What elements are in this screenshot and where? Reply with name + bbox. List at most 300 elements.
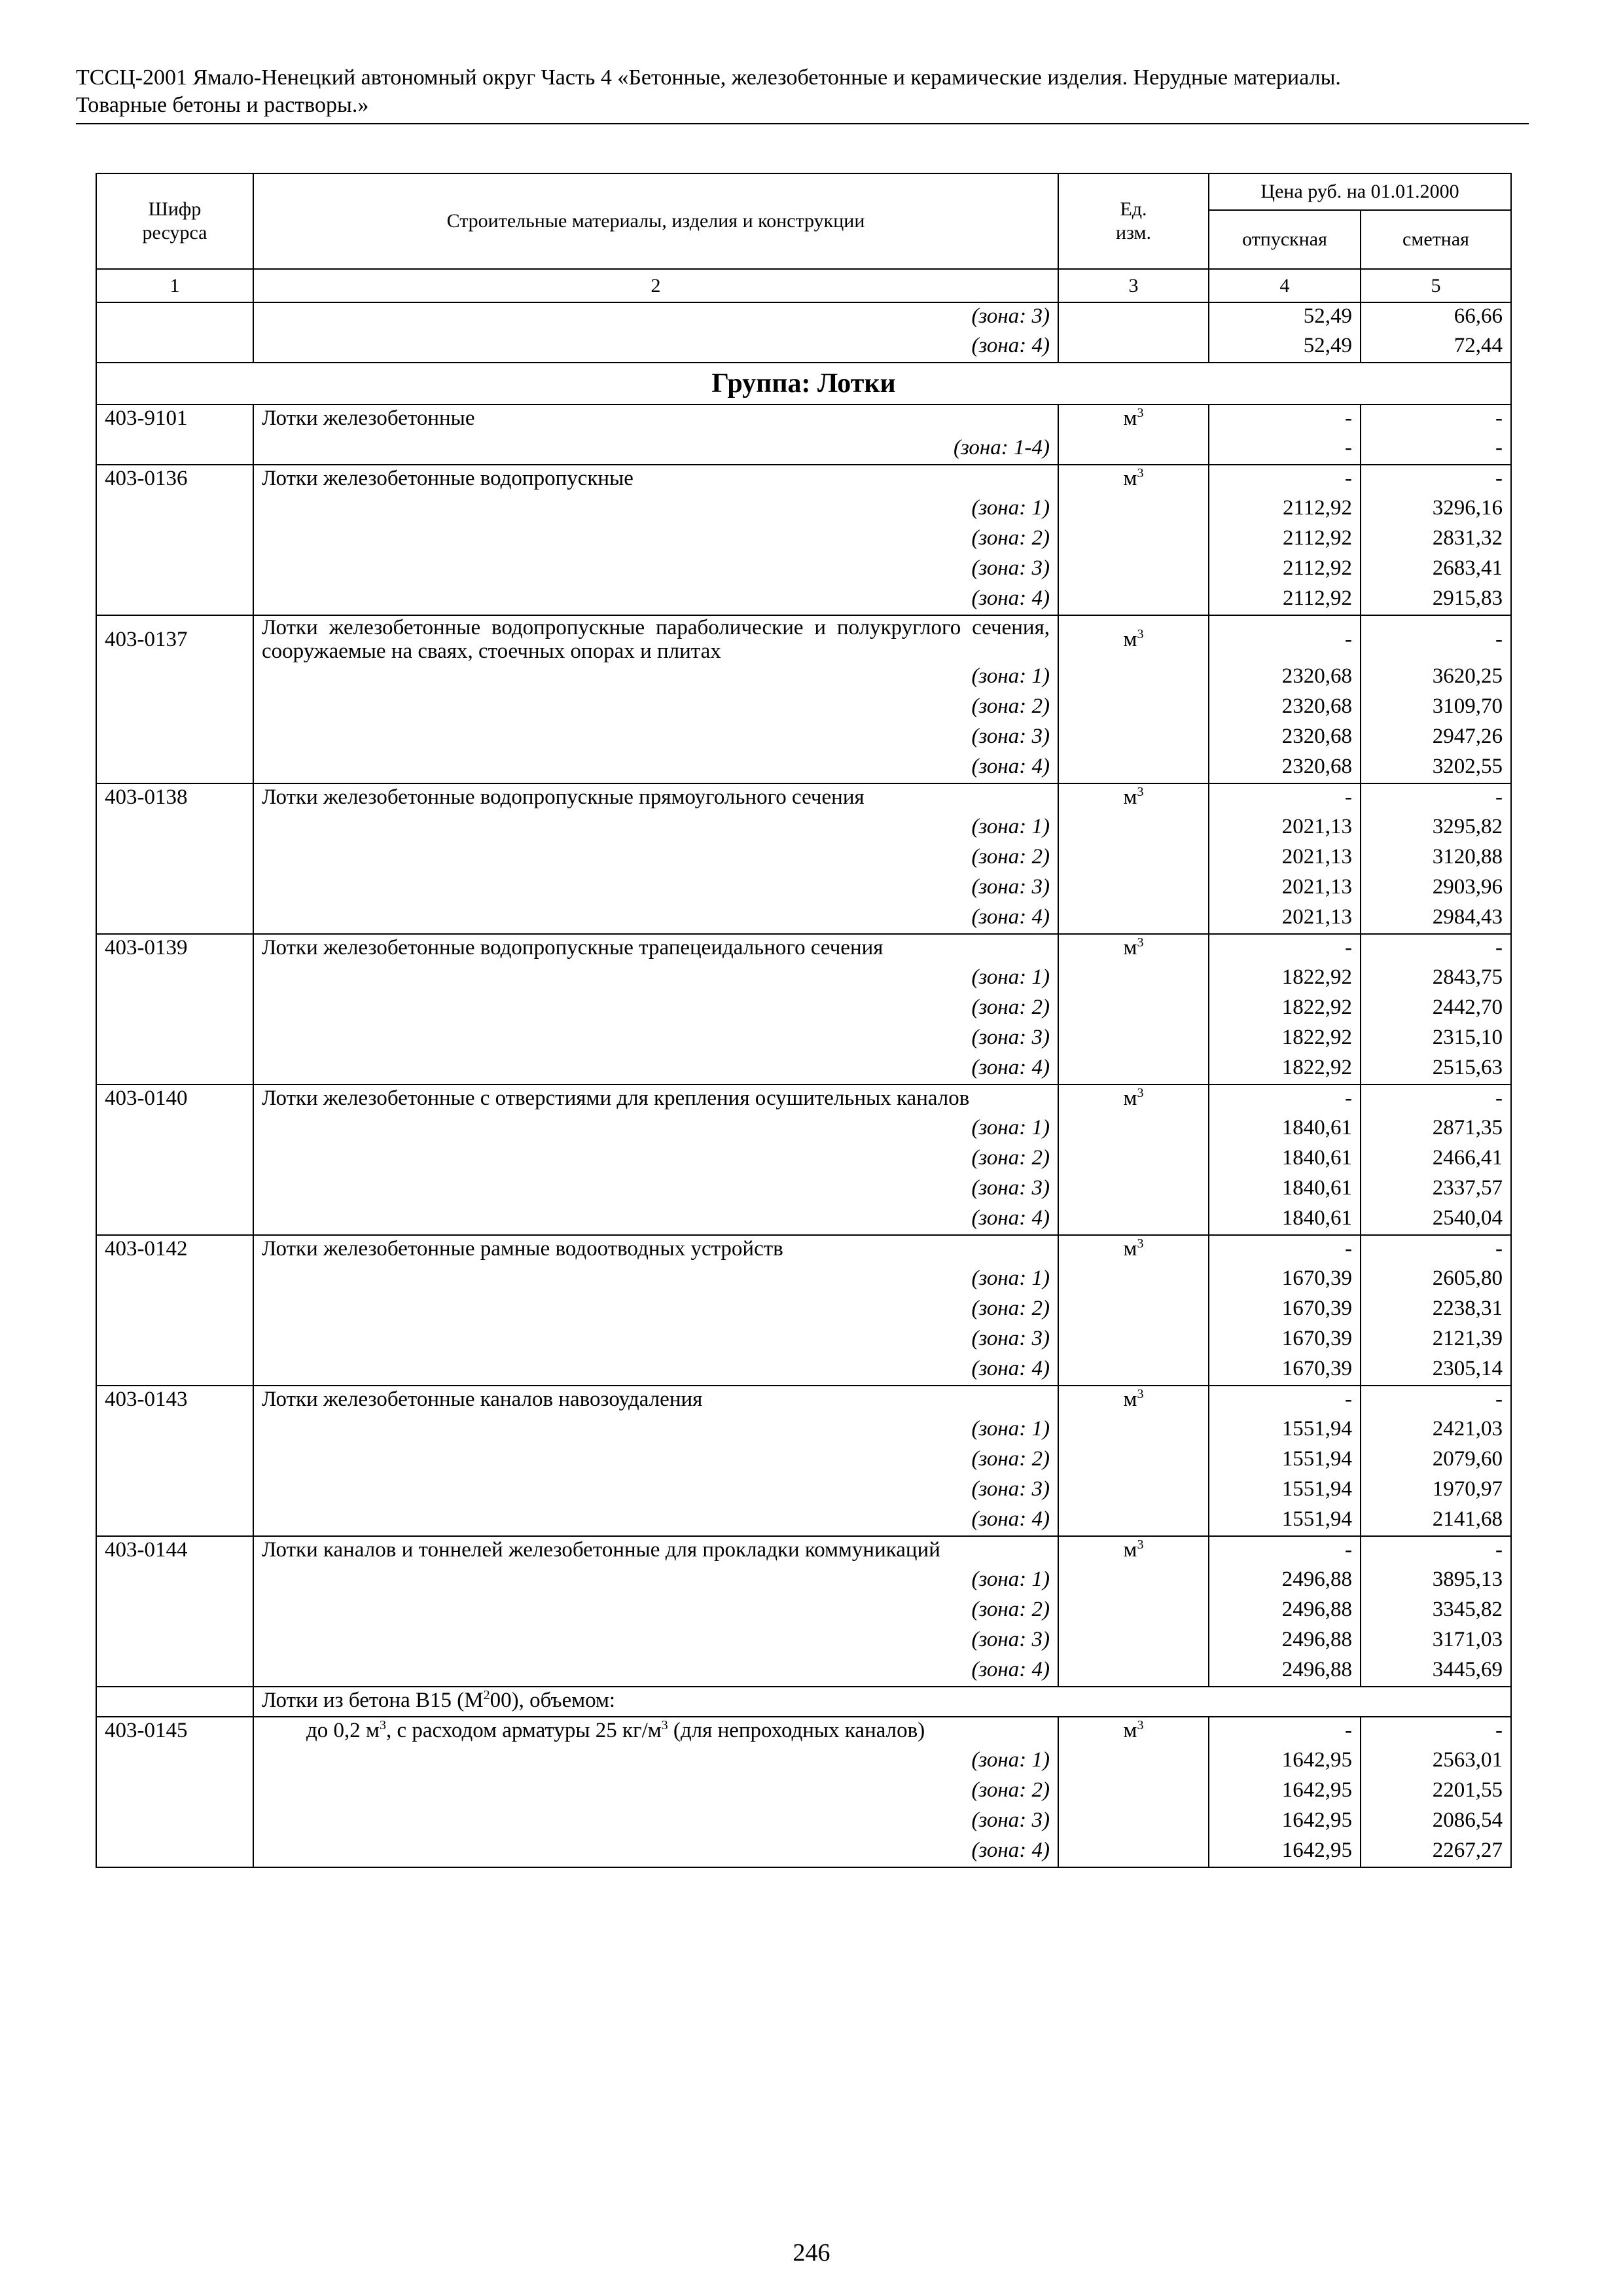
item-row	[96, 1085, 1511, 1115]
estimate-price: 2831,32	[1361, 525, 1511, 555]
unit-superscript: 3	[1137, 1086, 1144, 1100]
release-price: 2021,13	[1209, 844, 1361, 874]
zone-row	[96, 1446, 1511, 1476]
estimate-price: 3120,88	[1361, 844, 1511, 874]
material-name-sup: 3	[379, 1718, 386, 1732]
release-price: 2021,13	[1209, 814, 1361, 844]
code-cell	[96, 1566, 253, 1596]
unit-cell	[1058, 1446, 1209, 1476]
material-name: Лотки железобетонные водопропускные	[253, 465, 1058, 495]
unit-cell	[1058, 874, 1209, 904]
estimate-price: 2238,31	[1361, 1295, 1511, 1325]
unit-cell	[1058, 1265, 1209, 1295]
zone-label: (зона: 1)	[253, 1747, 1058, 1777]
release-price: -	[1209, 1717, 1361, 1747]
estimate-price: -	[1361, 465, 1511, 495]
zone-row	[96, 1416, 1511, 1446]
zone-label: (зона: 3)	[253, 723, 1058, 753]
zone-row	[96, 1777, 1511, 1807]
release-price: 2496,88	[1209, 1566, 1361, 1596]
zone-label: (зона: 3)	[253, 1476, 1058, 1506]
unit-cell	[1058, 693, 1209, 723]
code-cell	[96, 1446, 253, 1476]
release-price: 1642,95	[1209, 1747, 1361, 1777]
estimate-price: 2515,63	[1361, 1054, 1511, 1085]
col-header-estimate: сметная	[1361, 210, 1511, 269]
zone-label: (зона: 2)	[253, 1596, 1058, 1626]
zone-row	[96, 904, 1511, 934]
zone-label: (зона: 4)	[253, 753, 1058, 783]
zone-row	[96, 1506, 1511, 1536]
unit-cell	[1058, 1235, 1209, 1265]
release-price: 1840,61	[1209, 1205, 1361, 1235]
estimate-price: 2843,75	[1361, 964, 1511, 994]
col-header-price-group: Цена руб. на 01.01.2000	[1209, 173, 1511, 210]
resource-code: 403-0137	[96, 615, 253, 663]
zone-label: (зона: 4)	[253, 1657, 1058, 1687]
unit-superscript: 3	[1137, 1236, 1144, 1251]
unit-cell	[1058, 332, 1209, 363]
release-price: 2320,68	[1209, 753, 1361, 783]
unit-cell	[1058, 1747, 1209, 1777]
unit-cell	[1058, 1416, 1209, 1446]
zone-label: (зона: 3)	[253, 302, 1058, 332]
estimate-price: 72,44	[1361, 332, 1511, 363]
item-row	[96, 1235, 1511, 1265]
zone-label: (зона: 1-4)	[253, 435, 1058, 465]
zone-label: (зона: 4)	[253, 1837, 1058, 1867]
item-row	[96, 465, 1511, 495]
release-price: -	[1209, 934, 1361, 964]
zone-row	[96, 1054, 1511, 1085]
col-header-name: Строительные материалы, изделия и конструкции	[253, 173, 1058, 269]
estimate-price: -	[1361, 1536, 1511, 1566]
code-cell	[96, 1807, 253, 1837]
unit-cell	[1058, 1717, 1209, 1747]
zone-row	[96, 435, 1511, 465]
resource-code: 403-0142	[96, 1235, 253, 1265]
code-cell	[96, 585, 253, 615]
unit-superscript: 3	[1137, 1718, 1144, 1732]
unit-cell	[1058, 1566, 1209, 1596]
zone-row	[96, 495, 1511, 525]
release-price: 2320,68	[1209, 693, 1361, 723]
code-cell	[96, 1626, 253, 1657]
zone-row	[96, 753, 1511, 783]
unit-base: м	[1123, 1237, 1137, 1261]
code-cell	[96, 525, 253, 555]
code-cell	[96, 1054, 253, 1085]
unit-cell	[1058, 1145, 1209, 1175]
zone-row	[96, 1295, 1511, 1325]
unit-cell	[1058, 615, 1209, 663]
unit-cell	[1058, 663, 1209, 693]
column-number: 3	[1058, 269, 1209, 302]
zone-label: (зона: 4)	[253, 1054, 1058, 1085]
unit-superscript: 3	[1137, 1387, 1144, 1401]
release-price: -	[1209, 1536, 1361, 1566]
unit-cell	[1058, 1536, 1209, 1566]
group-title-row	[96, 363, 1511, 404]
unit-cell	[1058, 783, 1209, 814]
zone-row	[96, 964, 1511, 994]
zone-row	[96, 302, 1511, 332]
code-cell	[96, 814, 253, 844]
unit-cell	[1058, 1325, 1209, 1355]
material-name: Лотки железобетонные с отверстиями для крепления осушительных каналов	[253, 1085, 1058, 1115]
column-number: 5	[1361, 269, 1511, 302]
resource-code: 403-0140	[96, 1085, 253, 1115]
zone-row	[96, 1175, 1511, 1205]
zone-row	[96, 332, 1511, 363]
header-line-2: Товарные бетоны и растворы.»	[76, 93, 369, 117]
unit-cell	[1058, 964, 1209, 994]
estimate-price: 2141,68	[1361, 1506, 1511, 1536]
estimate-price: -	[1361, 404, 1511, 435]
zone-row	[96, 844, 1511, 874]
zone-label: (зона: 4)	[253, 904, 1058, 934]
code-cell	[96, 994, 253, 1024]
estimate-price: 3445,69	[1361, 1657, 1511, 1687]
estimate-price: 2337,57	[1361, 1175, 1511, 1205]
code-cell	[96, 1295, 253, 1325]
zone-row	[96, 814, 1511, 844]
zone-label: (зона: 1)	[253, 1115, 1058, 1145]
unit-cell	[1058, 1205, 1209, 1235]
resource-code: 403-0138	[96, 783, 253, 814]
release-price: -	[1209, 1235, 1361, 1265]
resource-code: 403-0145	[96, 1717, 253, 1747]
item-row	[96, 934, 1511, 964]
zone-label: (зона: 2)	[253, 1777, 1058, 1807]
zone-row	[96, 1476, 1511, 1506]
estimate-price: 2466,41	[1361, 1145, 1511, 1175]
unit-cell	[1058, 994, 1209, 1024]
release-price: 1551,94	[1209, 1416, 1361, 1446]
zone-row	[96, 1626, 1511, 1657]
release-price: 1670,39	[1209, 1355, 1361, 1386]
estimate-price: -	[1361, 615, 1511, 663]
release-price: 2021,13	[1209, 904, 1361, 934]
release-price: -	[1209, 1085, 1361, 1115]
code-cell	[96, 1325, 253, 1355]
item-row	[96, 1386, 1511, 1416]
estimate-price: 2086,54	[1361, 1807, 1511, 1837]
estimate-price: 1970,97	[1361, 1476, 1511, 1506]
unit-cell	[1058, 302, 1209, 332]
material-name-b: , с расходом арматуры 25 кг/м	[385, 1719, 662, 1742]
zone-row	[96, 723, 1511, 753]
unit-superscript: 3	[1137, 627, 1144, 641]
zone-label: (зона: 3)	[253, 1626, 1058, 1657]
zone-row	[96, 1024, 1511, 1054]
zone-label: (зона: 2)	[253, 844, 1058, 874]
code-cell	[96, 332, 253, 363]
zone-label: (зона: 1)	[253, 814, 1058, 844]
zone-label: (зона: 4)	[253, 1506, 1058, 1536]
unit-superscript: 3	[1137, 406, 1144, 420]
code-cell	[96, 1506, 253, 1536]
item-row	[96, 404, 1511, 435]
release-price: 1670,39	[1209, 1295, 1361, 1325]
release-price: 1822,92	[1209, 994, 1361, 1024]
zone-row	[96, 1566, 1511, 1596]
resource-code: 403-0136	[96, 465, 253, 495]
subgroup-title	[253, 1687, 1511, 1717]
code-cell	[96, 753, 253, 783]
zone-row	[96, 555, 1511, 585]
subgroup-title-pre: Лотки из бетона В15 (М	[262, 1689, 484, 1712]
zone-row	[96, 994, 1511, 1024]
zone-row	[96, 585, 1511, 615]
estimate-price: 3296,16	[1361, 495, 1511, 525]
resource-code: 403-0139	[96, 934, 253, 964]
unit-cell	[1058, 1386, 1209, 1416]
release-price: 2021,13	[1209, 874, 1361, 904]
estimate-price: -	[1361, 1085, 1511, 1115]
zone-row	[96, 1747, 1511, 1777]
zone-row	[96, 663, 1511, 693]
estimate-price: 3202,55	[1361, 753, 1511, 783]
release-price: 52,49	[1209, 302, 1361, 332]
release-price: 1551,94	[1209, 1506, 1361, 1536]
unit-base: м	[1123, 936, 1137, 960]
release-price: 1551,94	[1209, 1446, 1361, 1476]
code-cell	[96, 555, 253, 585]
estimate-price: -	[1361, 435, 1511, 465]
unit-cell	[1058, 555, 1209, 585]
release-price: 1840,61	[1209, 1115, 1361, 1145]
estimate-price: 2563,01	[1361, 1747, 1511, 1777]
estimate-price: 3109,70	[1361, 693, 1511, 723]
zone-row	[96, 1596, 1511, 1626]
unit-cell	[1058, 814, 1209, 844]
col-header-code-line2: ресурса	[142, 222, 207, 243]
code-cell	[96, 1205, 253, 1235]
unit-cell	[1058, 1506, 1209, 1536]
code-cell	[96, 302, 253, 332]
unit-cell	[1058, 1837, 1209, 1867]
unit-cell	[1058, 723, 1209, 753]
release-price: 1670,39	[1209, 1325, 1361, 1355]
zone-label: (зона: 4)	[253, 1355, 1058, 1386]
col-header-unit-line1: Ед.	[1120, 198, 1147, 220]
code-cell	[96, 1476, 253, 1506]
estimate-price: 3345,82	[1361, 1596, 1511, 1626]
zone-row	[96, 1115, 1511, 1145]
code-cell	[96, 1687, 253, 1717]
material-name: Лотки железобетонные водопропускные параболические и полукруглого сечения, сооружаемые на сваях, стоечных опорах и плитах	[253, 615, 1058, 663]
unit-base: м	[1123, 628, 1137, 651]
estimate-price: 2121,39	[1361, 1325, 1511, 1355]
release-price: 2112,92	[1209, 585, 1361, 615]
code-cell	[96, 1355, 253, 1386]
item-row	[96, 783, 1511, 814]
code-cell	[96, 1115, 253, 1145]
unit-cell	[1058, 1596, 1209, 1626]
unit-cell	[1058, 1355, 1209, 1386]
code-cell	[96, 1265, 253, 1295]
estimate-price: 3620,25	[1361, 663, 1511, 693]
unit-cell	[1058, 585, 1209, 615]
zone-label: (зона: 3)	[253, 555, 1058, 585]
material-name	[253, 1717, 1058, 1747]
unit-cell	[1058, 1807, 1209, 1837]
zone-label: (зона: 3)	[253, 1024, 1058, 1054]
unit-cell	[1058, 1626, 1209, 1657]
zone-label: (зона: 1)	[253, 495, 1058, 525]
release-price: 2496,88	[1209, 1596, 1361, 1626]
release-price: 1822,92	[1209, 964, 1361, 994]
estimate-price: 2305,14	[1361, 1355, 1511, 1386]
code-cell	[96, 1837, 253, 1867]
column-numbers-row	[96, 269, 1511, 302]
zone-row	[96, 525, 1511, 555]
unit-superscript: 3	[1137, 785, 1144, 799]
code-cell	[96, 1747, 253, 1777]
release-price: 2320,68	[1209, 723, 1361, 753]
unit-cell	[1058, 1476, 1209, 1506]
material-name-sup: 3	[661, 1718, 668, 1732]
col-header-unit	[1058, 173, 1209, 269]
release-price: -	[1209, 783, 1361, 814]
estimate-price: 2079,60	[1361, 1446, 1511, 1476]
estimate-price: -	[1361, 1717, 1511, 1747]
zone-label: (зона: 2)	[253, 1295, 1058, 1325]
release-price: 1822,92	[1209, 1024, 1361, 1054]
zone-row	[96, 874, 1511, 904]
unit-cell	[1058, 465, 1209, 495]
unit-cell	[1058, 1777, 1209, 1807]
code-cell	[96, 1416, 253, 1446]
release-price: 1642,95	[1209, 1777, 1361, 1807]
estimate-price: -	[1361, 1235, 1511, 1265]
estimate-price: 2267,27	[1361, 1837, 1511, 1867]
code-cell	[96, 1596, 253, 1626]
zone-label: (зона: 1)	[253, 663, 1058, 693]
col-header-unit-line2: изм.	[1116, 222, 1151, 243]
item-row	[96, 1536, 1511, 1566]
column-number: 1	[96, 269, 253, 302]
estimate-price: 2915,83	[1361, 585, 1511, 615]
unit-cell	[1058, 525, 1209, 555]
material-name: Лотки каналов и тоннелей железобетонные для прокладки коммуникаций	[253, 1536, 1058, 1566]
estimate-price: 2442,70	[1361, 994, 1511, 1024]
unit-cell	[1058, 1024, 1209, 1054]
release-price: -	[1209, 615, 1361, 663]
unit-base: м	[1123, 1086, 1137, 1110]
zone-label: (зона: 4)	[253, 585, 1058, 615]
code-cell	[96, 844, 253, 874]
estimate-price: 2871,35	[1361, 1115, 1511, 1145]
zone-row	[96, 1657, 1511, 1687]
zone-row	[96, 1205, 1511, 1235]
release-price: -	[1209, 1386, 1361, 1416]
zone-row	[96, 1355, 1511, 1386]
unit-cell	[1058, 1657, 1209, 1687]
col-header-release: отпускная	[1209, 210, 1361, 269]
zone-label: (зона: 1)	[253, 1566, 1058, 1596]
release-price: 2112,92	[1209, 495, 1361, 525]
release-price: 1551,94	[1209, 1476, 1361, 1506]
code-cell	[96, 1145, 253, 1175]
estimate-price: -	[1361, 1386, 1511, 1416]
zone-row	[96, 1265, 1511, 1295]
estimate-price: 3295,82	[1361, 814, 1511, 844]
resource-code: 403-9101	[96, 404, 253, 435]
release-price: 1642,95	[1209, 1807, 1361, 1837]
estimate-price: 66,66	[1361, 302, 1511, 332]
unit-cell	[1058, 1295, 1209, 1325]
zone-label: (зона: 3)	[253, 1325, 1058, 1355]
estimate-price: 2201,55	[1361, 1777, 1511, 1807]
unit-cell	[1058, 934, 1209, 964]
estimate-price: 2540,04	[1361, 1205, 1511, 1235]
unit-base: м	[1123, 1719, 1137, 1742]
estimate-price: 2947,26	[1361, 723, 1511, 753]
table-body	[96, 269, 1511, 1867]
material-name-a: до 0,2 м	[306, 1719, 380, 1742]
zone-label: (зона: 3)	[253, 1175, 1058, 1205]
code-cell	[96, 693, 253, 723]
unit-cell	[1058, 1085, 1209, 1115]
zone-label: (зона: 4)	[253, 332, 1058, 363]
unit-cell	[1058, 1175, 1209, 1205]
zone-label: (зона: 2)	[253, 525, 1058, 555]
page-number: 246	[793, 2239, 830, 2267]
code-cell	[96, 435, 253, 465]
zone-label: (зона: 3)	[253, 874, 1058, 904]
zone-label: (зона: 3)	[253, 1807, 1058, 1837]
unit-cell	[1058, 904, 1209, 934]
unit-superscript: 3	[1137, 1537, 1144, 1552]
estimate-price: 2683,41	[1361, 555, 1511, 585]
zone-row	[96, 1325, 1511, 1355]
unit-cell	[1058, 1115, 1209, 1145]
code-cell	[96, 1657, 253, 1687]
column-number: 2	[253, 269, 1058, 302]
release-price: -	[1209, 465, 1361, 495]
zone-label: (зона: 2)	[253, 693, 1058, 723]
material-name: Лотки железобетонные водопропускные трапецеидального сечения	[253, 934, 1058, 964]
zone-row	[96, 1837, 1511, 1867]
unit-superscript: 3	[1137, 935, 1144, 950]
zone-row	[96, 1807, 1511, 1837]
release-price: -	[1209, 404, 1361, 435]
col-header-code-line1: Шифр	[148, 198, 202, 220]
code-cell	[96, 1175, 253, 1205]
zone-row	[96, 693, 1511, 723]
zone-label: (зона: 1)	[253, 964, 1058, 994]
unit-cell	[1058, 495, 1209, 525]
zone-label: (зона: 1)	[253, 1265, 1058, 1295]
unit-base: м	[1123, 1388, 1137, 1411]
estimate-price: 3895,13	[1361, 1566, 1511, 1596]
code-cell	[96, 723, 253, 753]
price-table	[96, 173, 1512, 1868]
unit-cell	[1058, 753, 1209, 783]
group-title: Группа: Лотки	[96, 363, 1511, 404]
code-cell	[96, 1777, 253, 1807]
material-name-c: (для непроходных каналов)	[668, 1719, 925, 1742]
header-rule	[76, 123, 1529, 124]
code-cell	[96, 874, 253, 904]
release-price: 52,49	[1209, 332, 1361, 363]
subgroup-title-row	[96, 1687, 1511, 1717]
unit-superscript: 3	[1137, 466, 1144, 480]
release-price: 1642,95	[1209, 1837, 1361, 1867]
unit-cell	[1058, 844, 1209, 874]
